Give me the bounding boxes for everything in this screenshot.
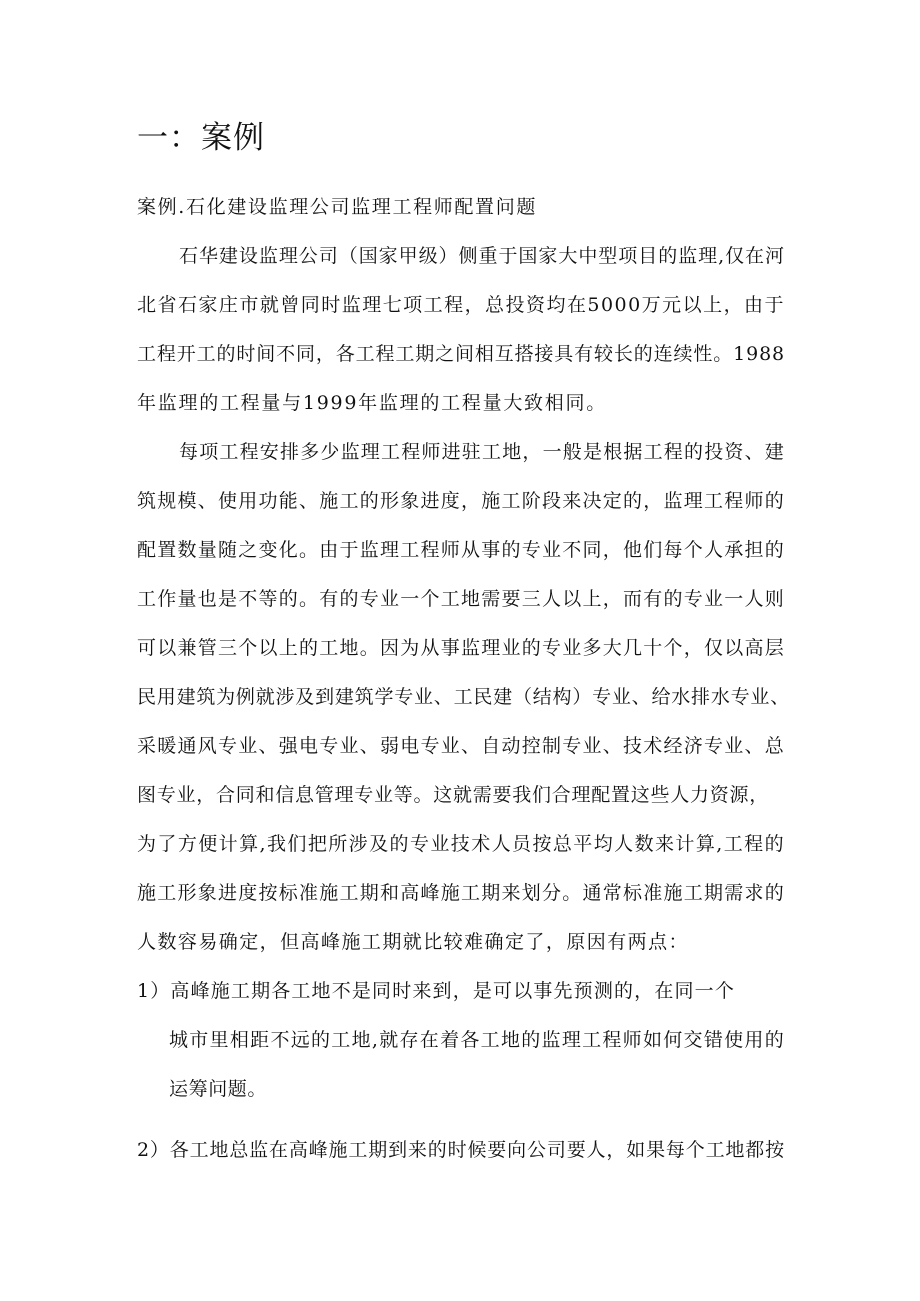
paragraph-line: 北省石家庄市就曾同时监理七项工程，总投资均在5000万元以上，由于 bbox=[137, 294, 785, 316]
paragraph-line: 采暖通风专业、强电专业、弱电专业、自动控制专业、技术经济专业、总 bbox=[137, 735, 785, 757]
paragraph-line: 配置数量随之变化。由于监理工程师从事的专业不同，他们每个人承担的 bbox=[137, 539, 785, 561]
paragraph-line: 年监理的工程量与1999年监理的工程量大致相同。 bbox=[137, 392, 607, 414]
paragraph-line: 图专业，合同和信息管理专业等。这就需要我们合理配置这些人力资源， bbox=[137, 784, 769, 806]
paragraph-line: 筑规模、使用功能、施工的形象进度，施工阶段来决定的，监理工程师的 bbox=[137, 490, 785, 512]
paragraph-line: 为了方便计算,我们把所涉及的专业技术人员按总平均人数来计算,工程的 bbox=[137, 833, 785, 855]
paragraph-line: 工作量也是不等的。有的专业一个工地需要三人以上，而有的专业一人则 bbox=[137, 588, 785, 610]
paragraph-line: 石华建设监理公司（国家甲级）侧重于国家大中型项目的监理,仅在河 bbox=[179, 245, 785, 267]
section-heading: 一：案例 bbox=[137, 120, 265, 156]
paragraph-line: 工程开工的时间不同，各工程工期之间相互搭接具有较长的连续性。1988 bbox=[137, 343, 785, 365]
paragraph-line: 施工形象进度按标准施工期和高峰施工期来划分。通常标准施工期需求的 bbox=[137, 882, 785, 904]
list-item: 1）高峰施工期各工地不是同时来到，是可以事先预测的，在同一个 bbox=[137, 980, 735, 1002]
list-item-continuation: 城市里相距不远的工地,就存在着各工地的监理工程师如何交错使用的 bbox=[169, 1029, 785, 1051]
paragraph-line: 可以兼管三个以上的工地。因为从事监理业的专业多大几十个，仅以高层 bbox=[137, 637, 785, 659]
list-item: 2）各工地总监在高峰施工期到来的时候要向公司要人，如果每个工地都按 bbox=[137, 1139, 785, 1161]
case-title: 案例.石化建设监理公司监理工程师配置问题 bbox=[137, 196, 537, 218]
list-item-continuation: 运筹问题。 bbox=[169, 1078, 267, 1100]
paragraph-line: 每项工程安排多少监理工程师进驻工地，一般是根据工程的投资、建 bbox=[179, 441, 785, 463]
paragraph-line: 民用建筑为例就涉及到建筑学专业、工民建（结构）专业、给水排水专业、 bbox=[137, 686, 790, 708]
paragraph-line: 人数容易确定，但高峰施工期就比较难确定了，原因有两点： bbox=[137, 931, 689, 953]
